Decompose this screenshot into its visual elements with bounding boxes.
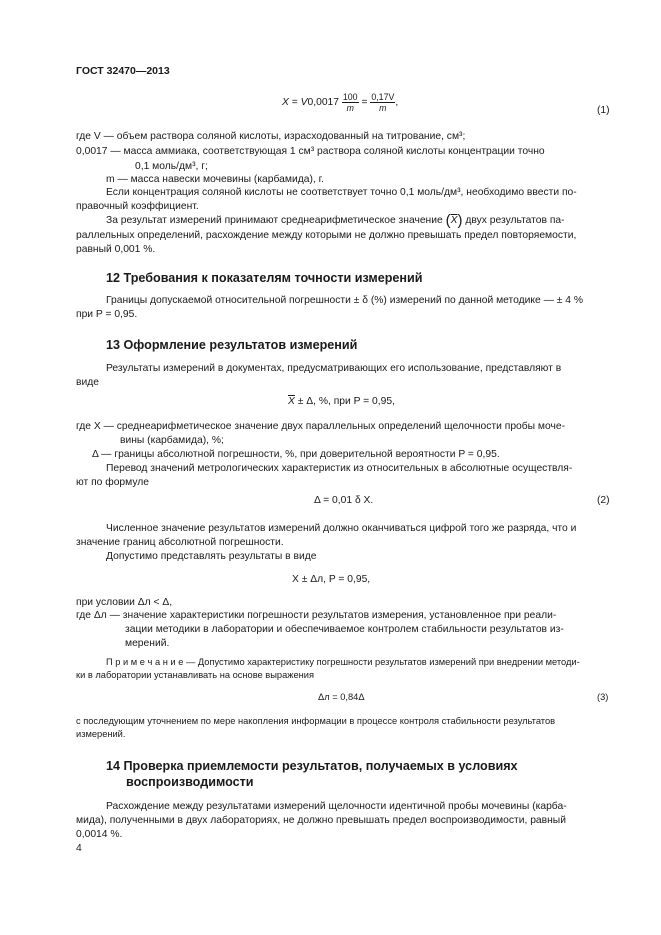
note-line2: ки в лаборатории устанавливать на основе выражения [76,670,315,680]
formula-1-number: (1) [597,105,610,116]
formula-1-tail: , [395,97,399,109]
formula-2: Δ = 0,01 δ X. [314,495,374,506]
result-line1 [106,214,616,228]
frac1-denominator: m [346,103,354,113]
formula-1-eq: = [291,97,298,109]
section-12-line1: Границы допускаемой относительной погрешности ± δ (%) измерений по данной методике — ± 4 % [106,295,584,306]
where-x-line1: где X — среднеарифметическое значение двух параллельных определений щелочности пробы моче- [76,421,566,432]
formula-1-frac2 [370,92,395,113]
allowed-line: Допустимо представлять результаты в виде [106,551,317,562]
formula-1-coef: 0,0017 [307,97,340,109]
formula-3: Δл = 0,84Δ [318,692,365,702]
where-dl-line1: где Δл — значение характеристики погрешности результатов измерения, установленное при реали- [76,610,557,621]
formula-a [288,395,395,409]
note-label: П р и м е ч а н и е [106,657,184,667]
section-14-line2: мида), полученными в двух лабораториях, не должно превышать предел воспроизводимости, равный [76,815,566,826]
numeric-line2: значение границ абсолютной погрешности. [76,537,284,548]
numeric-line1: Численное значение результатов измерений должно оканчиваться цифрой того же разряда, что и [106,523,577,534]
where-dl-line2: зации методики в лаборатории и обеспечиваемое контролем стабильности результатов из- [125,624,564,635]
section-12-line2: при P = 0,95. [76,309,138,320]
result-post: двух результатов па- [465,215,565,226]
section-13-intro1: Результаты измерений в документах, предусматривающих его использование, представляют в [106,363,562,374]
section-13-intro2: виде [76,377,99,388]
after-line2: измерений. [76,729,126,739]
transfer-line1: Перевод значений метрологических характеристик из относительных в абсолютные осуществля- [106,463,573,474]
result-line2: раллельных определений, расхождение между которыми не должно превышать предел повторяемости, [76,230,577,241]
frac2-numerator: 0,17V [371,92,395,102]
paren-close: ) [457,212,463,229]
frac1-numerator: 100 [342,92,358,102]
formula-1-frac1 [342,92,359,113]
conc-line2: правочный коэффициент. [76,201,199,212]
paren-open: ( [445,212,451,229]
frac2-denominator: m [379,103,387,113]
result-pre: За результат измерений принимают среднеарифметическое значение [106,215,443,226]
where-v: где V — объем раствора соляной кислоты, израсходованный на титрование, см³; [76,131,466,142]
formula-b: X ± Δл, P = 0,95, [292,574,371,585]
result-symbol: $\overline{X}$ [450,215,458,226]
where-coef-line2: 0,1 моль/дм³, г; [135,161,208,172]
formula-1-eq2: = [361,97,368,109]
page-number: 4 [76,843,82,854]
where-dl-line3: мерений. [125,638,170,649]
section-14-line3: 0,0014 %. [76,829,123,840]
section-14-title-line1: 14 Проверка приемлемости результатов, получаемых в условиях [106,759,518,773]
formula-a-symbol: $\overline{X}$ [288,396,295,407]
formula-1 [282,92,398,113]
section-12-title: 12 Требования к показателям точности измерений [106,271,423,285]
result-line3: равный 0,001 %. [76,244,156,255]
formula-2-number: (2) [597,495,610,506]
where-coef-line1: 0,0017 — масса аммиака, соответствующая 1 см³ раствора соляной кислоты концентрации точно [76,146,545,157]
section-14-line1: Расхождение между результатами измерений щелочности идентичной пробы мочевины (карба- [106,801,567,812]
conc-line1: Если концентрация соляной кислоты не соответствует точно 0,1 моль/дм³, необходимо ввести по- [106,187,577,198]
note-text1: — Допустимо характеристику погрешности результатов измерений при внедрении методи- [183,657,580,667]
standard-header: ГОСТ 32470—2013 [76,65,170,77]
formula-1-lhs: X [282,97,289,109]
note-line1 [106,656,616,669]
where-x-line2: вины (карбамида), %; [120,435,224,446]
where-delta: Δ — границы абсолютной погрешности, %, при доверительной вероятности P = 0,95. [92,449,500,460]
section-14-title-line2: воспроизводимости [126,775,254,789]
formula-a-rest: ± Δ, %, при P = 0,95, [294,396,395,407]
section-13-title: 13 Оформление результатов измерений [106,338,358,352]
condition-line: при условии Δл < Δ, [76,597,173,608]
where-m: m — масса навески мочевины (карбамида), г. [106,174,324,185]
formula-1-v: V [300,97,308,109]
transfer-line2: ют по формуле [76,477,150,488]
formula-3-number: (3) [597,692,609,702]
after-line1: с последующим уточнением по мере накопления информации в процессе контроля стабильности результатов [76,716,556,726]
